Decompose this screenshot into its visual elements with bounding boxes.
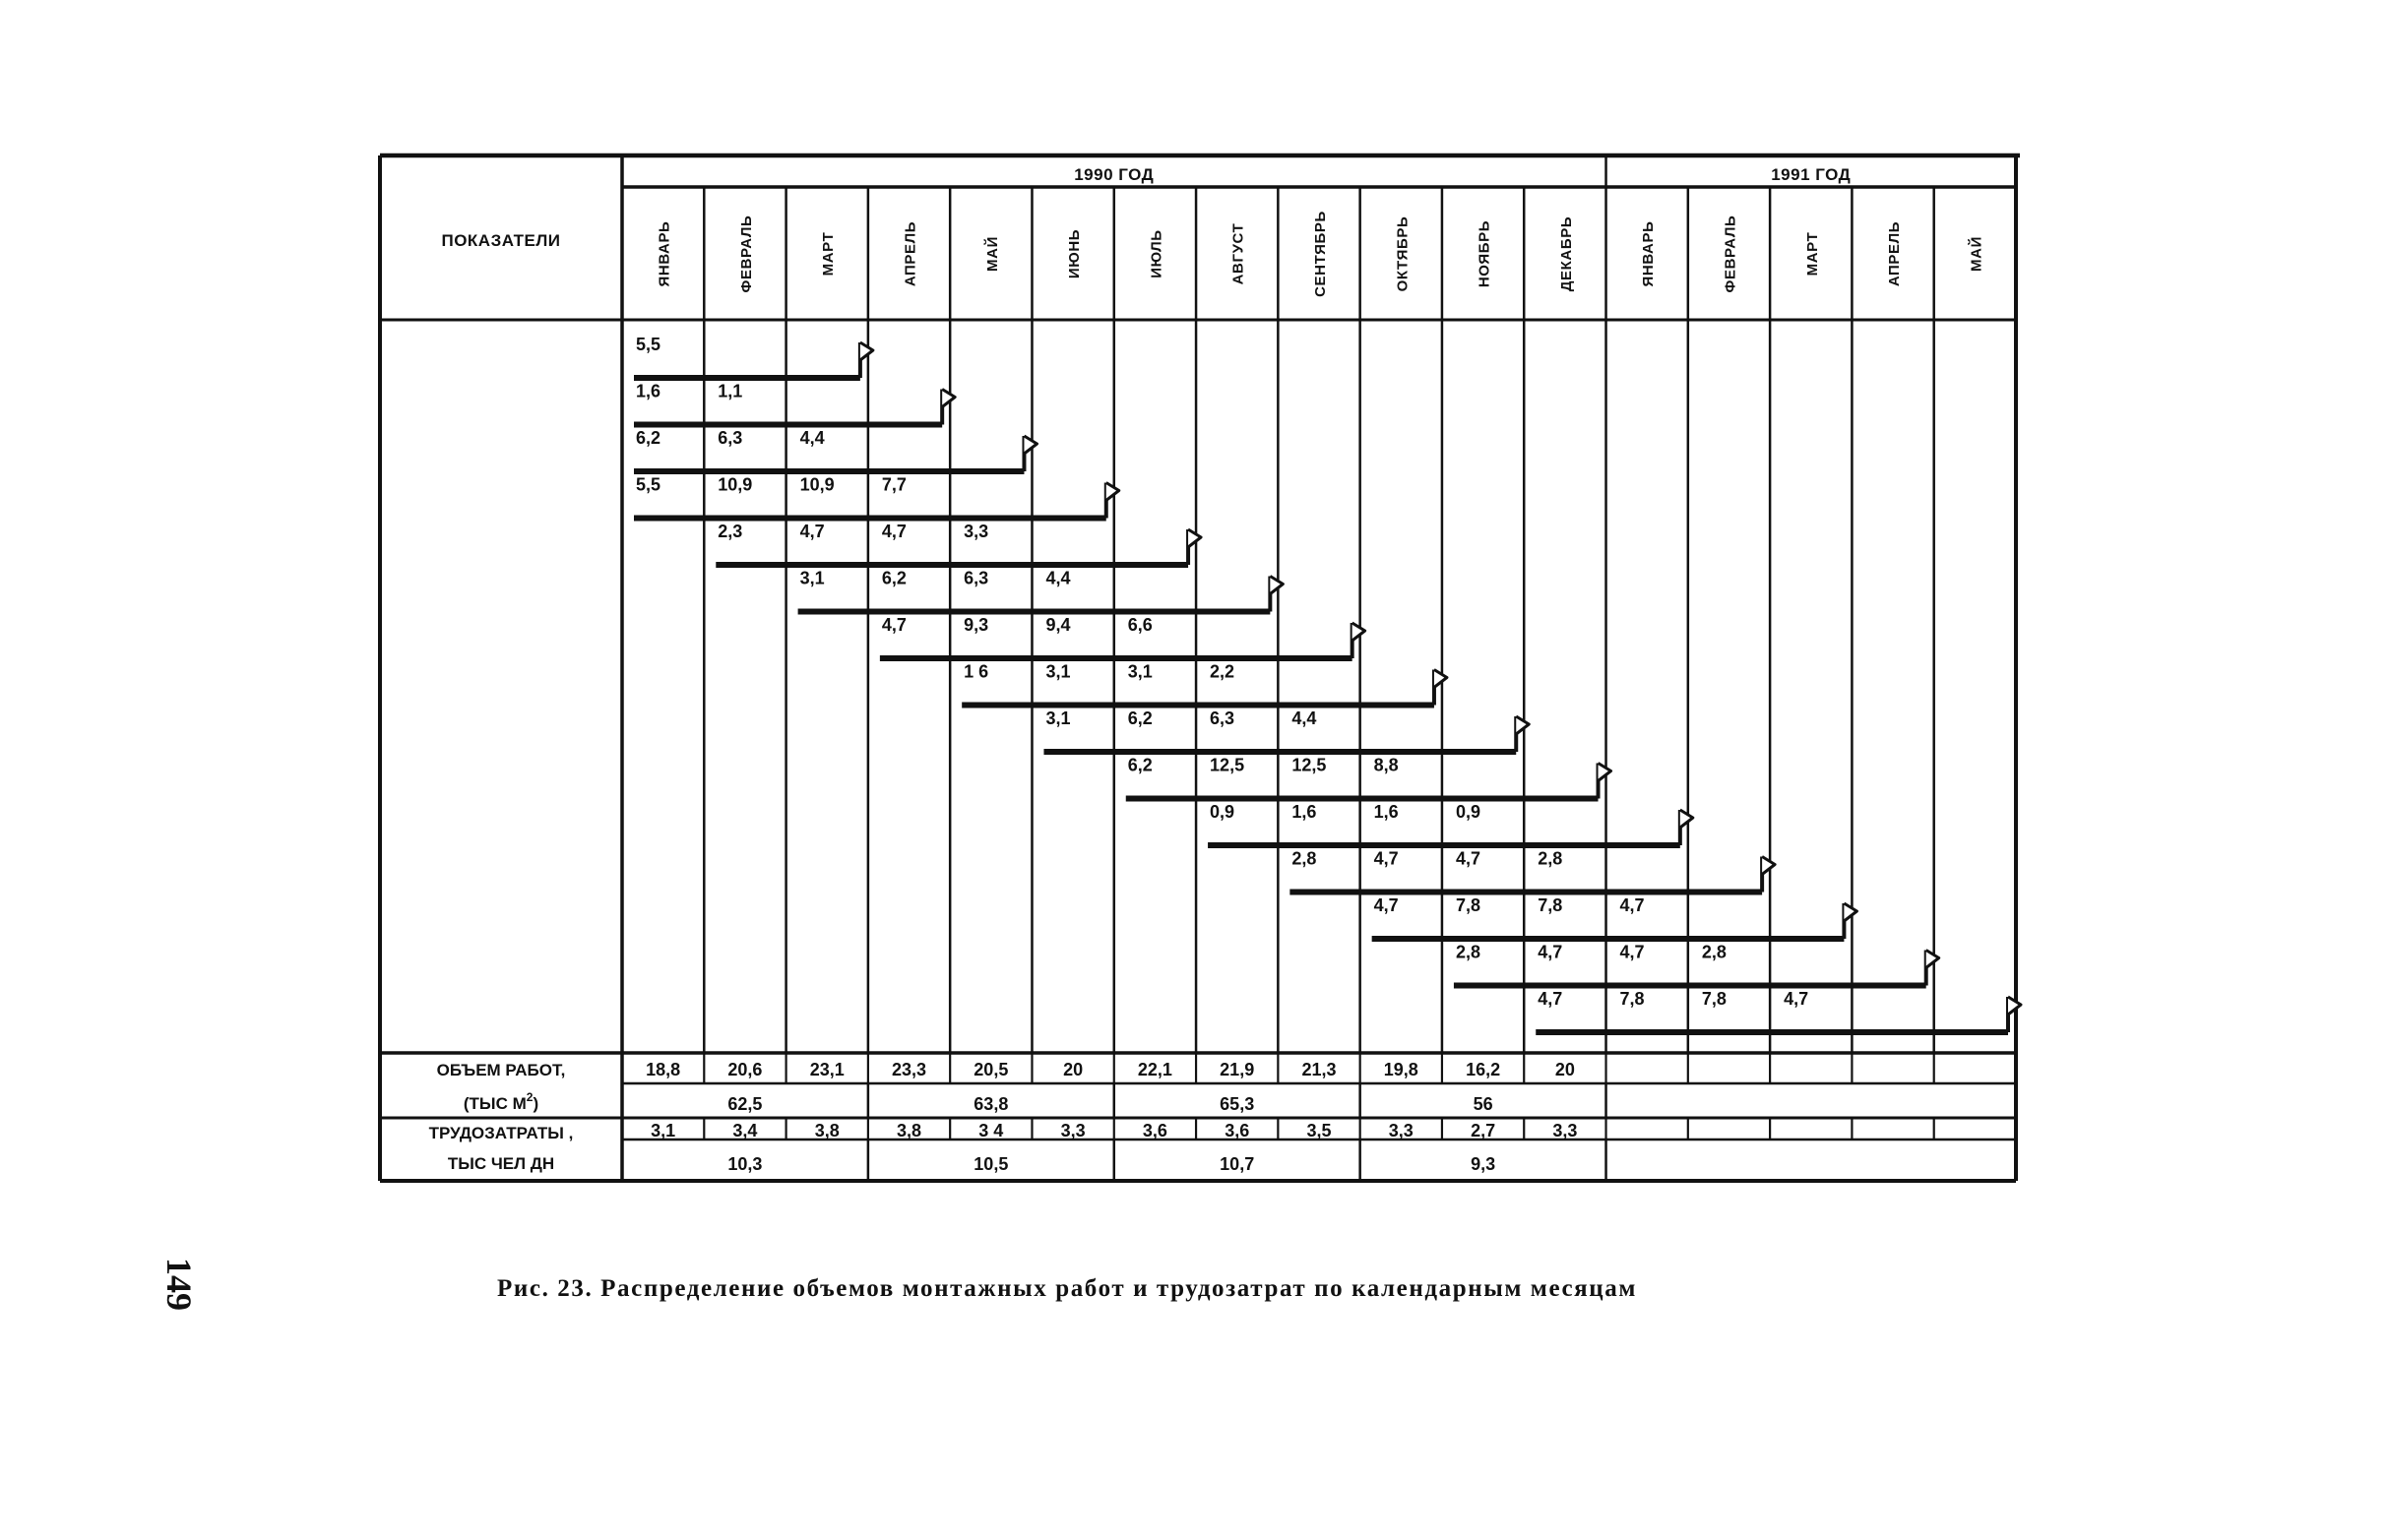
- volume-monthly-value: 18,8: [646, 1060, 681, 1079]
- figure-caption: Рис. 23. Распределение объемов монтажных работ и трудозатрат по календарным месяцам: [497, 1275, 1637, 1302]
- labor-quarterly-value: 10,7: [1220, 1154, 1255, 1174]
- volume-quarterly-value: 65,3: [1220, 1094, 1255, 1114]
- schedule-value: 4,7: [1538, 942, 1563, 962]
- schedule-value: 2,3: [718, 522, 743, 541]
- labor-monthly-value: 3,3: [1388, 1121, 1414, 1140]
- volume-monthly-value: 20,5: [974, 1060, 1009, 1079]
- schedule-value: 4,7: [1784, 989, 1809, 1009]
- schedule-value: 1,1: [718, 381, 743, 401]
- flag-icon: [1106, 483, 1119, 501]
- schedule-value: 7,8: [1701, 989, 1727, 1009]
- labor-label: ТРУДОЗАТРАТЫ ,: [428, 1124, 574, 1142]
- month-label: МАРТ: [1803, 231, 1821, 277]
- schedule-value: 3,1: [1045, 661, 1071, 682]
- schedule-value: 6,2: [881, 568, 907, 588]
- schedule-value: 6,2: [1127, 755, 1153, 775]
- schedule-value: 2,8: [1538, 848, 1563, 869]
- schedule-value: 7,8: [1619, 989, 1645, 1009]
- schedule-value: 2,8: [1701, 942, 1727, 962]
- month-label: ОКТЯБРЬ: [1394, 216, 1412, 292]
- month-label: ФЕВРАЛЬ: [1722, 215, 1739, 293]
- labor-monthly-value: 3,6: [1142, 1121, 1167, 1140]
- schedule-value: 7,8: [1455, 895, 1480, 915]
- schedule-value: 1 6: [964, 661, 989, 682]
- flag-icon: [1352, 623, 1365, 641]
- month-label: АВГУСТ: [1229, 222, 1247, 285]
- schedule-value: 2,8: [1455, 942, 1480, 962]
- flag-icon: [1516, 716, 1529, 734]
- page-number-text: 149: [159, 1258, 199, 1311]
- flag-icon: [1680, 810, 1693, 828]
- volume-monthly-value: 19,8: [1383, 1060, 1418, 1079]
- schedule-value: 3,3: [964, 522, 989, 541]
- schedule-value: 3,1: [1127, 661, 1153, 682]
- schedule-value: 6,2: [1127, 708, 1153, 728]
- volume-monthly-value: 21,3: [1301, 1060, 1337, 1079]
- labor-monthly-value: 3,4: [732, 1121, 758, 1140]
- labor-monthly-value: 3,3: [1552, 1121, 1578, 1140]
- year-label: 1990 ГОД: [1074, 165, 1155, 184]
- labor-monthly-value: 3,8: [814, 1121, 840, 1140]
- month-label: ЯНВАРЬ: [656, 220, 673, 287]
- schedule-value: 6,3: [718, 428, 743, 448]
- flag-icon: [942, 390, 955, 407]
- schedule-value: 6,2: [636, 428, 661, 448]
- labor-monthly-value: 3 4: [978, 1121, 1004, 1140]
- labor-monthly-value: 3,1: [651, 1121, 676, 1140]
- schedule-value: 1,6: [1291, 802, 1317, 822]
- schedule-value: 3,1: [1045, 708, 1071, 728]
- schedule-value: 6,6: [1127, 615, 1153, 635]
- schedule-value: 4,7: [1538, 989, 1563, 1009]
- volume-monthly-value: 23,1: [809, 1060, 845, 1079]
- labor-monthly-value: 2,7: [1471, 1121, 1496, 1140]
- month-label: СЕНТЯБРЬ: [1312, 211, 1329, 297]
- schedule-value: 4,7: [881, 615, 907, 635]
- flag-icon: [1270, 577, 1283, 594]
- month-label: АПРЕЛЬ: [902, 220, 919, 287]
- schedule-value: 6,3: [1210, 708, 1235, 728]
- month-label: МАЙ: [1968, 236, 1985, 272]
- schedule-value: 4,7: [1373, 895, 1399, 915]
- month-label: НОЯБРЬ: [1476, 219, 1493, 288]
- volume-monthly-value: 20: [1554, 1060, 1575, 1079]
- schedule-value: 2,8: [1291, 848, 1317, 869]
- flag-icon: [1434, 670, 1447, 688]
- labor-monthly-value: 3,8: [897, 1121, 922, 1140]
- schedule-value: 4,7: [1373, 848, 1399, 869]
- volume-unit-label: (ТЫС $М^2$): [463, 1090, 539, 1113]
- volume-monthly-value: 16,2: [1466, 1060, 1501, 1079]
- schedule-value: 3,1: [799, 568, 825, 588]
- labor-quarterly-value: 10,3: [727, 1154, 763, 1174]
- month-label: МАРТ: [820, 231, 838, 277]
- labor-quarterly-value: 10,5: [974, 1154, 1009, 1174]
- flag-icon: [1024, 436, 1037, 454]
- schedule-value: 4,4: [1045, 568, 1071, 588]
- schedule-value: 9,3: [964, 615, 989, 635]
- flag-icon: [1188, 529, 1201, 547]
- labor-monthly-value: 3,3: [1060, 1121, 1086, 1140]
- schedule-value: 6,3: [964, 568, 989, 588]
- month-label: МАЙ: [983, 236, 1001, 272]
- schedule-value: 10,9: [718, 474, 753, 495]
- header-label: ПОКАЗАТЕЛИ: [441, 231, 561, 250]
- flag-icon: [860, 342, 873, 360]
- flag-icon: [1762, 857, 1775, 875]
- schedule-value: 1,6: [636, 381, 661, 401]
- schedule-value: 12,5: [1291, 755, 1327, 775]
- schedule-value: 5,5: [636, 335, 661, 354]
- flag-icon: [1844, 903, 1856, 921]
- schedule-value: 7,7: [881, 474, 907, 495]
- labor-monthly-value: 3,6: [1225, 1121, 1250, 1140]
- month-label: ФЕВРАЛЬ: [737, 215, 755, 293]
- volume-monthly-value: 22,1: [1137, 1060, 1172, 1079]
- schedule-value: 2,2: [1210, 661, 1235, 682]
- month-label: ЯНВАРЬ: [1640, 220, 1658, 287]
- labor-quarterly-value: 9,3: [1471, 1154, 1496, 1174]
- schedule-value: 4,4: [1291, 708, 1317, 728]
- labor-monthly-value: 3,5: [1306, 1121, 1332, 1140]
- flag-icon: [1926, 951, 1939, 968]
- volume-monthly-value: 20: [1063, 1060, 1084, 1079]
- schedule-value: 10,9: [799, 474, 835, 495]
- schedule-value: 7,8: [1538, 895, 1563, 915]
- volume-monthly-value: 23,3: [892, 1060, 927, 1079]
- volume-quarterly-value: 56: [1473, 1094, 1493, 1114]
- schedule-value: 4,7: [1619, 942, 1645, 962]
- schedule-value: 5,5: [636, 474, 661, 495]
- volume-monthly-value: 20,6: [727, 1060, 763, 1079]
- schedule-value: 0,9: [1210, 802, 1235, 822]
- volume-quarterly-value: 62,5: [727, 1094, 763, 1114]
- schedule-value: 1,6: [1373, 802, 1399, 822]
- schedule-value: 4,7: [1619, 895, 1645, 915]
- flag-icon: [1599, 764, 1611, 781]
- schedule-value: 9,4: [1045, 615, 1071, 635]
- volume-quarterly-value: 63,8: [974, 1094, 1009, 1114]
- labor-unit-label: ТЫС ЧЕЛ ДН: [447, 1154, 555, 1173]
- schedule-value: 4,4: [799, 428, 825, 448]
- schedule-value: 4,7: [881, 522, 907, 541]
- year-label: 1991 ГОД: [1771, 165, 1852, 184]
- month-label: ИЮНЬ: [1066, 228, 1084, 279]
- month-label: ИЮЛЬ: [1148, 229, 1165, 278]
- volume-monthly-value: 21,9: [1220, 1060, 1255, 1079]
- page-number: [150, 1250, 209, 1319]
- schedule-value: 0,9: [1455, 802, 1480, 822]
- month-label: АПРЕЛЬ: [1886, 220, 1904, 287]
- schedule-value: 12,5: [1210, 755, 1245, 775]
- schedule-value: 4,7: [799, 522, 825, 541]
- schedule-value: 4,7: [1455, 848, 1480, 869]
- schedule-value: 8,8: [1373, 755, 1399, 775]
- month-label: ДЕКАБРЬ: [1557, 216, 1575, 292]
- volume-label: ОБЪЕМ РАБОТ,: [436, 1061, 566, 1079]
